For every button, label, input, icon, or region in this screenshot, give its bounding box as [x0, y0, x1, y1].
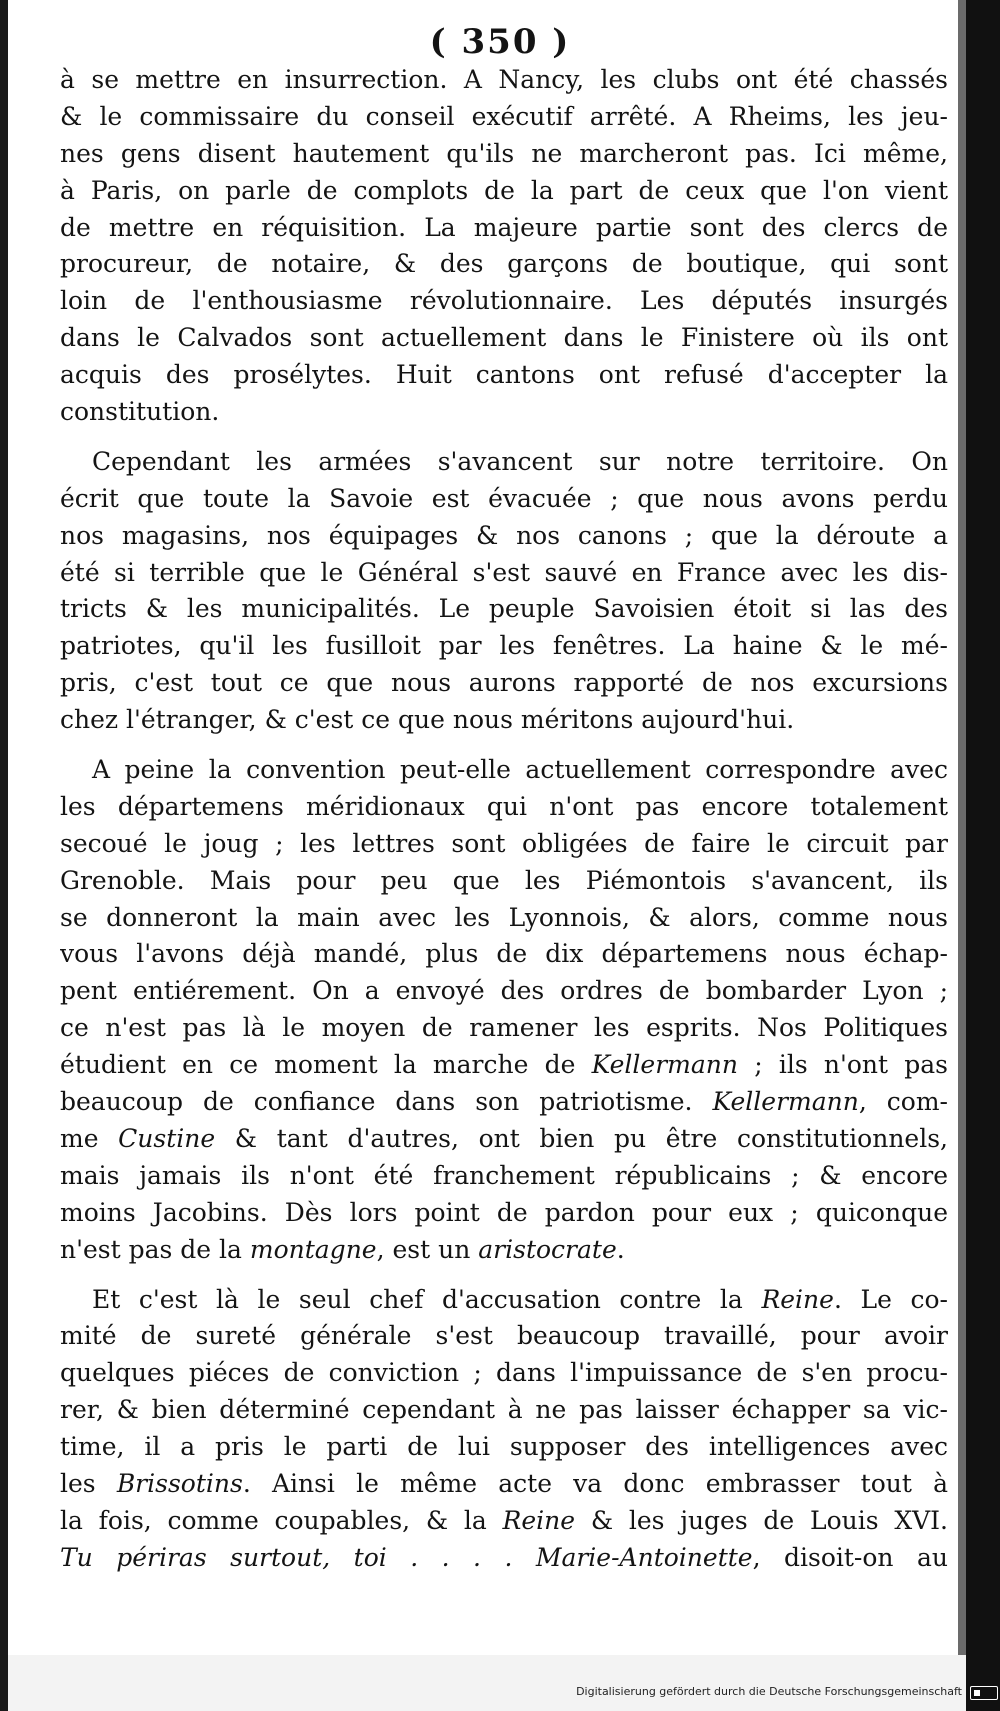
text-line: Et c'est là le seul chef d'accusation contre la Reine. Le co-	[92, 1284, 948, 1314]
text-line: n'est pas de la montagne, est un aristocrate.	[60, 1234, 625, 1264]
page-number: ( 350 )	[429, 22, 571, 62]
paragraph-gap	[60, 739, 948, 752]
text-line: chez l'étranger, & c'est ce que nous méritons aujourd'hui.	[60, 705, 795, 735]
text-line: écrit que toute la Savoie est évacuée ; que nous avons perdu	[60, 483, 948, 513]
scan-border-right	[966, 0, 1000, 1711]
text-line: dans le Calvados sont actuellement dans le Finistere où ils ont	[60, 323, 948, 353]
dfg-logo-icon	[970, 1686, 998, 1700]
paragraph-gap	[60, 431, 948, 444]
text-line: loin de l'enthousiasme révolutionnaire. Les députés insurgés	[60, 286, 948, 316]
paragraph	[60, 62, 948, 431]
text-line: se donneront la main avec les Lyonnois, & alors, comme nous	[60, 902, 948, 932]
italic-phrase: Reine	[502, 1505, 576, 1535]
text-line: me Custine & tant d'autres, ont bien pu être constitutionnels,	[60, 1123, 948, 1153]
text-line: pent entiérement. On a envoyé des ordres de bombarder Lyon ;	[60, 976, 948, 1006]
text-line: vous l'avons déjà mandé, plus de dix départemens nous échap-	[60, 939, 948, 969]
text-line: la fois, comme coupables, & la Reine & les juges de Louis XVI.	[60, 1505, 948, 1535]
italic-phrase: Tu périras surtout, toi . . . . Marie-Antoinette	[60, 1542, 753, 1572]
italic-phrase: Kellermann	[591, 1050, 738, 1080]
text-line: mais jamais ils n'ont été franchement républicains ; & encore	[60, 1160, 948, 1190]
paragraph	[60, 1282, 948, 1577]
text-line: beaucoup de confiance dans son patriotisme. Kellermann, com-	[60, 1087, 948, 1117]
text-line: time, il a pris le parti de lui supposer des intelligences avec	[60, 1432, 948, 1462]
paragraph-gap	[60, 1269, 948, 1282]
text-line: tricts & les municipalités. Le peuple Savoisien étoit si las des	[60, 594, 948, 624]
text-line: constitution.	[60, 397, 220, 427]
italic-phrase: Reine	[761, 1284, 834, 1314]
paragraph	[60, 444, 948, 739]
text-line: procureur, de notaire, & des garçons de boutique, qui sont	[60, 249, 948, 279]
text-line: A peine la convention peut-elle actuellement correspondre avec	[92, 755, 948, 785]
digitization-credit: Digitalisierung gefördert durch die Deutsche Forschungsgemeinschaft	[576, 1685, 962, 1698]
paragraph	[60, 752, 948, 1268]
text-line: été si terrible que le Général s'est sauvé en France avec les dis-	[60, 557, 948, 587]
text-line: & le commissaire du conseil exécutif arrêté. A Rheims, les jeu-	[60, 101, 948, 131]
text-line: mité de sureté générale s'est beaucoup travaillé, pour avoir	[60, 1321, 948, 1351]
text-line: patriotes, qu'il les fusilloit par les fenêtres. La haine & le mé-	[60, 631, 948, 661]
text-line: à se mettre en insurrection. A Nancy, les clubs ont été chassés	[60, 65, 948, 94]
text-line: secoué le joug ; les lettres sont obligées de faire le circuit par	[60, 828, 948, 858]
text-line: nes gens disent hautement qu'ils ne marcheront pas. Ici même,	[60, 138, 948, 168]
text-line: Grenoble. Mais pour peu que les Piémontois s'avancent, ils	[60, 865, 948, 895]
scan-border-left	[0, 0, 8, 1711]
italic-phrase: montagne	[249, 1234, 377, 1264]
text-line: acquis des prosélytes. Huit cantons ont refusé d'accepter la	[60, 360, 948, 390]
italic-phrase: Custine	[118, 1123, 216, 1153]
scan-border-right-shadow	[958, 0, 966, 1711]
text-line: pris, c'est tout ce que nous aurons rapporté de nos excursions	[60, 668, 948, 698]
text-line: rer, & bien déterminé cependant à ne pas laisser échapper sa vic-	[60, 1395, 948, 1425]
italic-phrase: aristocrate	[478, 1234, 617, 1264]
text-line: Tu périras surtout, toi . . . . Marie-Antoinette, disoit-on au	[60, 1542, 948, 1572]
italic-phrase: Kellermann	[712, 1087, 859, 1117]
text-line: les Brissotins. Ainsi le même acte va donc embrasser tout à	[60, 1468, 948, 1498]
text-line: à Paris, on parle de complots de la part de ceux que l'on vient	[60, 175, 948, 205]
italic-phrase: Brissotins	[116, 1468, 243, 1498]
text-line: étudient en ce moment la marche de Kellermann ; ils n'ont pas	[60, 1050, 948, 1080]
body-text	[60, 62, 948, 1652]
text-line: Cependant les armées s'avancent sur notre territoire. On	[92, 446, 948, 476]
text-line: quelques piéces de conviction ; dans l'impuissance de s'en procu-	[60, 1358, 948, 1388]
text-line: moins Jacobins. Dès lors point de pardon pour eux ; quiconque	[60, 1197, 948, 1227]
text-line: les départemens méridionaux qui n'ont pas encore totalement	[60, 791, 948, 821]
text-line: ce n'est pas là le moyen de ramener les esprits. Nos Politiques	[60, 1013, 948, 1043]
text-line: de mettre en réquisition. La majeure partie sont des clercs de	[60, 212, 948, 242]
scan-border-bottom	[8, 1655, 966, 1711]
text-line: nos magasins, nos équipages & nos canons ; que la déroute a	[60, 520, 948, 550]
